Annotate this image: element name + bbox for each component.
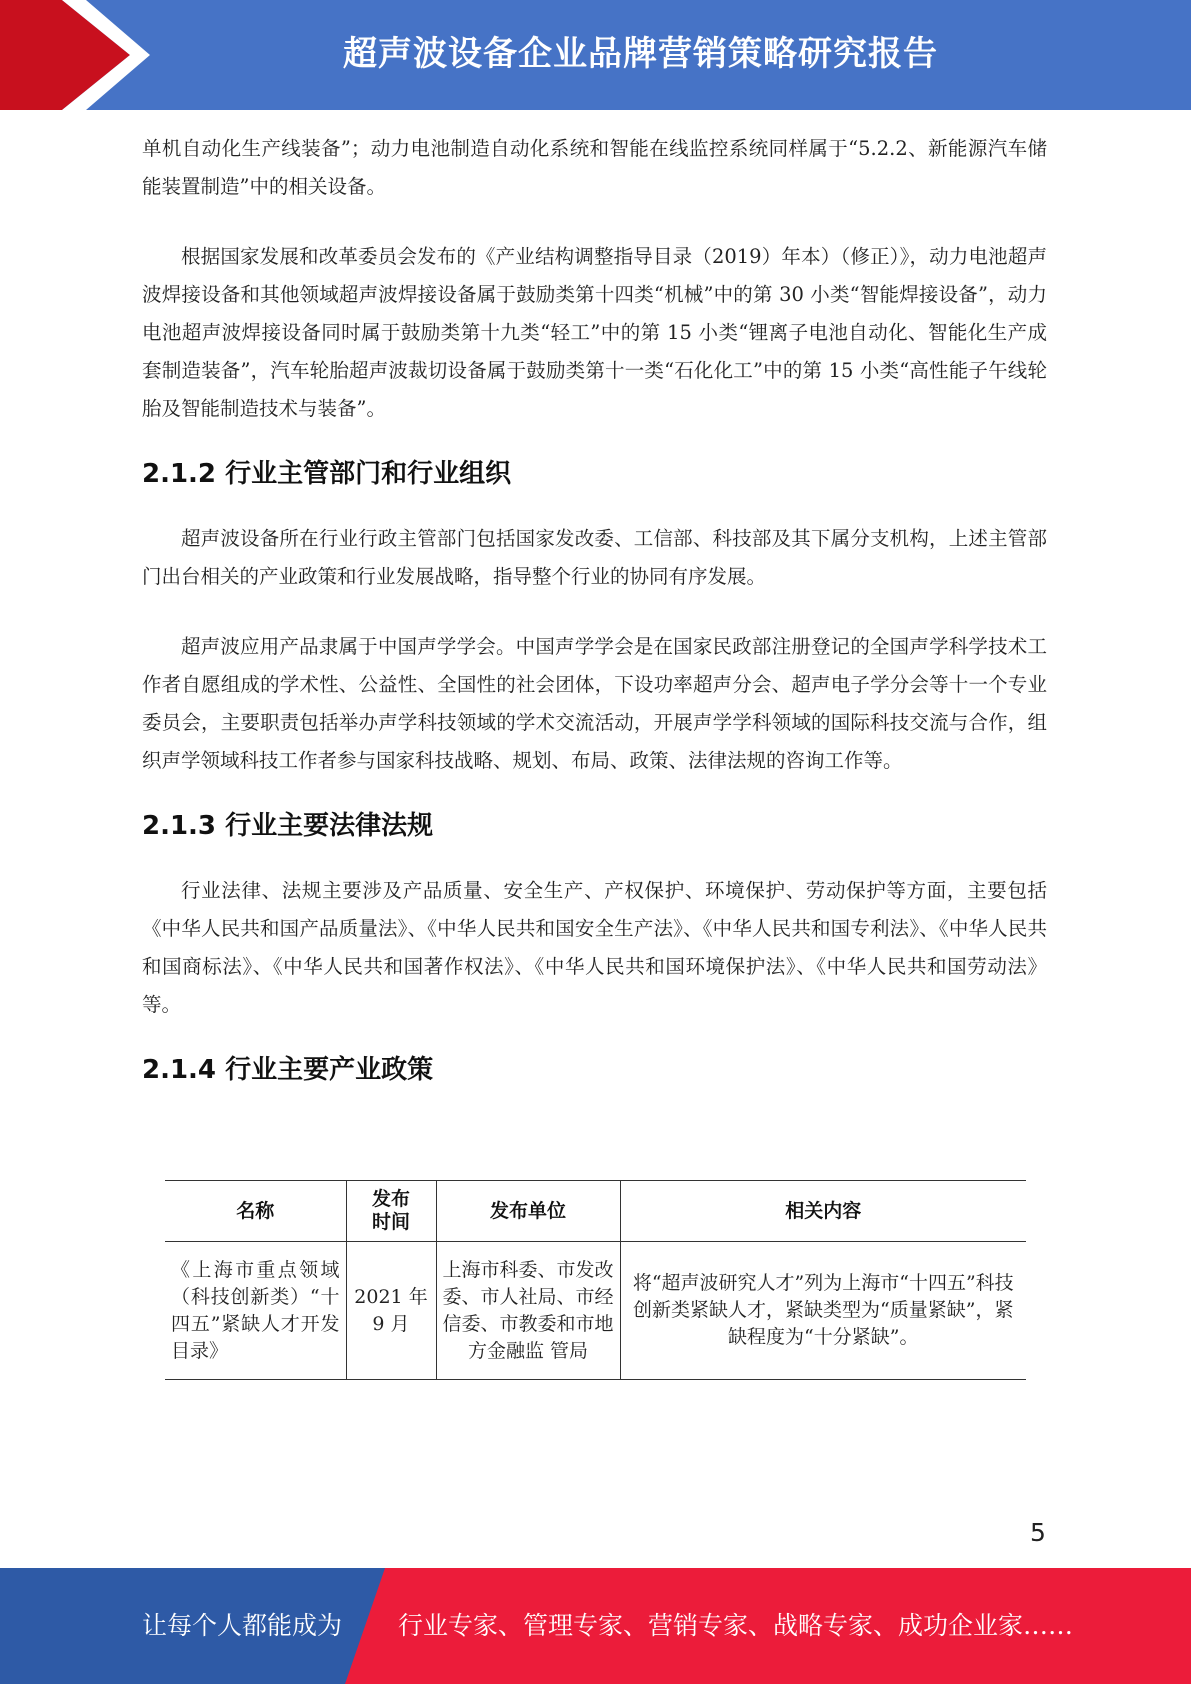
column-header-date: 发布 时间 [346,1181,436,1242]
main-content [142,130,1047,1090]
section-heading: 2.1.2 行业主管部门和行业组织 [142,459,512,489]
policy-table [165,1180,1026,1380]
column-header-content: 相关内容 [620,1181,1026,1242]
footer-slogan-right: 行业专家、管理专家、营销专家、战略专家、成功企业家…… [398,1611,1074,1640]
section-heading: 2.1.3 行业主要法律法规 [142,811,434,841]
policy-date-cell: 2021 年 9 月 [346,1242,436,1380]
page-footer [0,1568,1191,1684]
footer-slogan-left: 让每个人都能成为 [142,1611,343,1640]
column-header-org: 发布单位 [436,1181,620,1242]
section-heading: 2.1.4 行业主要产业政策 [142,1055,434,1085]
policy-name-cell: 《上海市重点领域（科技创新类）“十四五”紧缺人才开发目录》 [165,1242,346,1380]
table-row [165,1242,1026,1380]
paragraph: 根据国家发展和改革委员会发布的《产业结构调整指导目录（2019）年本）（修正）》，动力电池超声波焊接设备和其他领域超声波焊接设备属于鼓励类第十四类“机械”中的第 30 小类“智能焊接设备”，动力电池超声波焊接设备同时属于鼓励类第十九类“轻工”中的第 15 小类“锂离子电池自动化、智能化生产成套制造装备”，汽车轮胎超声波裁切设备属于鼓励类第十一类“石化化工”中的第 15 小类“高性能子午线轮胎及智能制造技术与装备”。 [142,245,1047,420]
page-header [0,0,1191,110]
policy-content-cell: 将“超声波研究人才”列为上海市“十四五”科技创新类紧缺人才，紧缺类型为“质量紧缺”，紧缺程度为“十分紧缺”。 [620,1242,1026,1380]
table-header-row [165,1181,1026,1242]
paragraph: 行业法律、法规主要涉及产品质量、安全生产、产权保护、环境保护、劳动保护等方面，主要包括《中华人民共和国产品质量法》、《中华人民共和国安全生产法》、《中华人民共和国专利法》、《中华人民共和国商标法》、《中华人民共和国著作权法》、《中华人民共和国环境保护法》、《中华人民共和国劳动法》等。 [142,879,1047,1016]
paragraph: 单机自动化生产线装备”；动力电池制造自动化系统和智能在线监控系统同样属于“5.2.2、新能源汽车储能装置制造”中的相关设备。 [142,137,1047,198]
report-title: 超声波设备企业品牌营销策略研究报告 [343,34,938,74]
page-number: 5 [1030,1518,1046,1547]
paragraph: 超声波应用产品隶属于中国声学学会。中国声学学会是在国家民政部注册登记的全国声学科学技术工作者自愿组成的学术性、公益性、全国性的社会团体，下设功率超声分会、超声电子学分会等十一个专业委员会，主要职责包括举办声学科技领域的学术交流活动，开展声学学科领域的国际科技交流与合作，组织声学领域科技工作者参与国家科技战略、规划、布局、政策、法律法规的咨询工作等。 [142,635,1047,772]
column-header-name: 名称 [165,1181,346,1242]
paragraph: 超声波设备所在行业行政主管部门包括国家发改委、工信部、科技部及其下属分支机构，上述主管部门出台相关的产业政策和行业发展战略，指导整个行业的协同有序发展。 [142,527,1047,588]
policy-org-cell: 上海市科委、市发改委、市人社局、市经信委、市教委和市地方金融监 管局 [436,1242,620,1380]
